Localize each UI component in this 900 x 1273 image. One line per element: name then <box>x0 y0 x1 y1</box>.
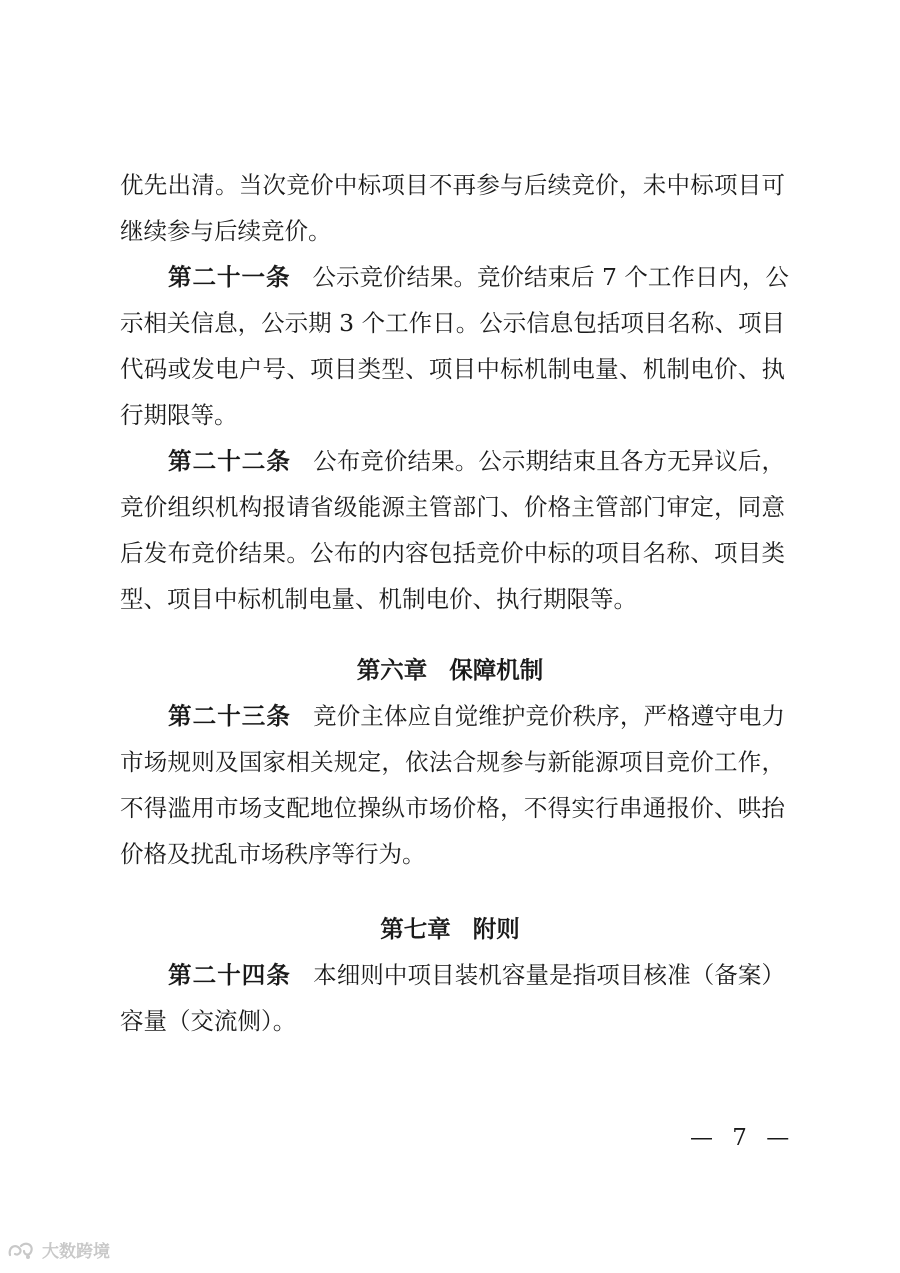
article-24-line <box>168 960 785 990</box>
article-number: 第二十一条 <box>168 263 291 291</box>
article-text: 公布竞价结果。公示期结束且各方无异议后， <box>313 447 785 475</box>
chapter-number: 第七章 <box>380 915 451 943</box>
article-text: 公示竞价结果。竞价结束后 7 个工作日内，公 <box>312 263 789 291</box>
page-number: — 7 — <box>690 1125 796 1151</box>
paragraph-line: 容量（交流侧）。 <box>120 1007 297 1035</box>
paragraph-line: 市场规则及国家相关规定，依法合规参与新能源项目竞价工作， <box>120 748 785 776</box>
chapter-title: 附则 <box>472 915 520 943</box>
watermark-text: 大数跨境 <box>42 1242 110 1262</box>
article-text: 本细则中项目装机容量是指项目核准（备案） <box>313 961 785 989</box>
paragraph-line: 行期限等。 <box>120 401 238 429</box>
article-number: 第二十三条 <box>168 702 291 730</box>
paragraph-line: 示相关信息，公示期 3 个工作日。公示信息包括项目名称、项目 <box>120 309 785 337</box>
paragraph-line: 优先出清。当次竞价中标项目不再参与后续竞价，未中标项目可 <box>120 171 785 199</box>
article-21-line <box>168 262 789 292</box>
paragraph-line: 后发布竞价结果。公布的内容包括竞价中标的项目名称、项目类 <box>120 539 785 567</box>
chapter-6-heading <box>0 655 900 685</box>
paragraph-line: 继续参与后续竞价。 <box>120 217 332 245</box>
paragraph-line: 型、项目中标机制电量、机制电价、执行期限等。 <box>120 585 637 613</box>
chapter-7-heading <box>0 914 900 944</box>
article-number: 第二十四条 <box>168 961 291 989</box>
article-23-line <box>168 701 785 731</box>
brand-logo-icon <box>6 1239 36 1261</box>
paragraph-line: 代码或发电户号、项目类型、项目中标机制电量、机制电价、执 <box>120 355 785 383</box>
chapter-title: 保障机制 <box>449 656 544 684</box>
watermark <box>6 1237 110 1262</box>
paragraph-line: 不得滥用市场支配地位操纵市场价格，不得实行串通报价、哄抬 <box>120 794 785 822</box>
article-22-line <box>168 446 785 476</box>
paragraph-line: 竞价组织机构报请省级能源主管部门、价格主管部门审定，同意 <box>120 493 785 521</box>
article-text: 竞价主体应自觉维护竞价秩序，严格遵守电力 <box>313 702 785 730</box>
chapter-number: 第六章 <box>356 656 428 684</box>
article-number: 第二十二条 <box>168 447 291 475</box>
paragraph-line: 价格及扰乱市场秩序等行为。 <box>120 840 426 868</box>
